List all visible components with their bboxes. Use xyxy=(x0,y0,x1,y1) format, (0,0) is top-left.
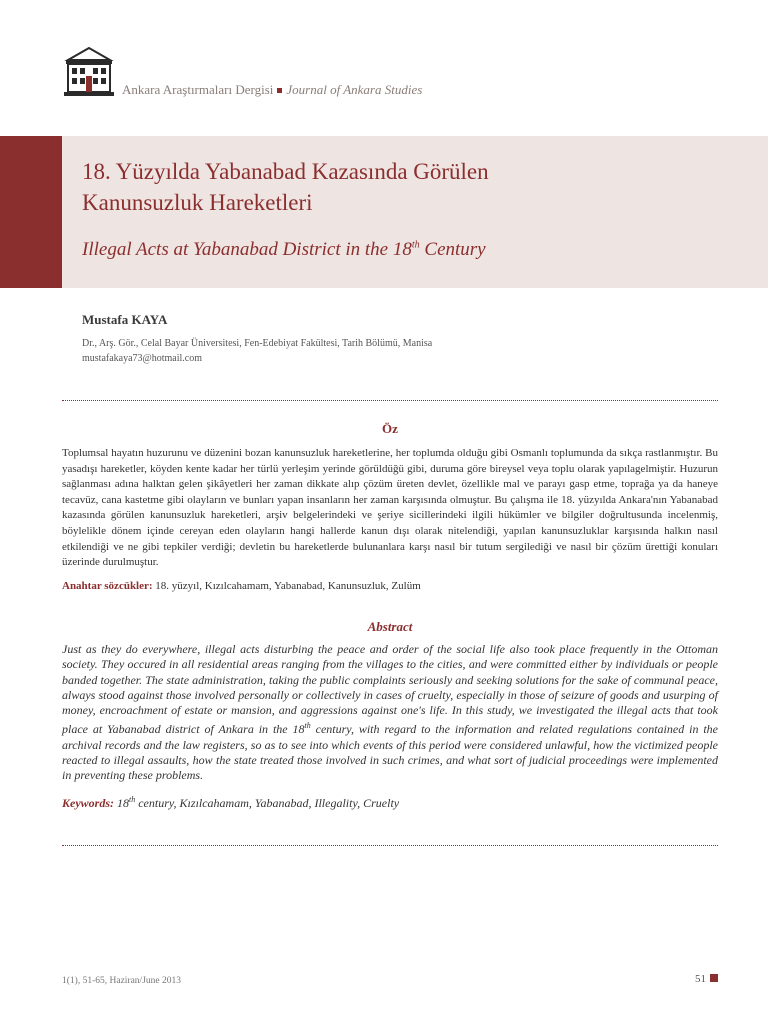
author-email[interactable]: mustafakaya73@hotmail.com xyxy=(82,353,203,364)
citation: 1(1), 51-65, Haziran/June 2013 xyxy=(62,976,181,986)
page-marker-square xyxy=(710,974,718,982)
keywords-en xyxy=(62,795,399,811)
journal-name-tr: Ankara Araştırmaları Dergisi xyxy=(122,82,274,97)
journal-name xyxy=(122,82,422,98)
page-number-block xyxy=(695,973,718,985)
abstract-text-post: century, with regard to the information and related regulations contained in the archival records and the law registers, so as to see into which events of this period were considered unlawful, how the victimized people reacted to illegal assaults, how the state treated those involved in such crimes, and what sort of judicial proceedings were implemented in preventing these problems. xyxy=(62,722,718,783)
abstract-text-pre: Just as they do everywhere, illegal acts disturbing the peace and order of the social life also took place frequently in the Ottoman society. They occured in all residential areas ranging from the villages to the cities, and were committed either by individuals or people banded together. The state administration, taking the public complaints seriously and seeking solutions for the sake of communal peace, always stood against those involved personally or collectively in cases of cruelty, especially in those of seizure of goods and usurping of money, encroachment of estate or mansion, and aggressions against one's life. In this study, we investigated the illegal acts that took place at Yabanabad district of Ankara in the 18 xyxy=(62,642,718,737)
title-band xyxy=(0,136,768,288)
page-number: 51 xyxy=(695,973,706,985)
article-title-tr-line1: 18. Yüzyılda Yabanabad Kazasında Görülen xyxy=(82,159,489,184)
keywords-tr-list: 18. yüzyıl, Kızılcahamam, Yabanabad, Kanunsuzluk, Zulüm xyxy=(152,580,421,592)
keywords-en-label: Keywords: xyxy=(62,796,114,810)
keywords-en-sup: th xyxy=(129,795,136,804)
author-affiliation: Dr., Arş. Gör., Celal Bayar Üniversitesi, Fen-Edebiyat Fakültesi, Tarih Bölümü, Manisa xyxy=(82,338,433,349)
article-title-en xyxy=(82,239,722,261)
oz-text: Toplumsal hayatın huzurunu ve düzenini bozan kanunsuzluk hareketlerine, her toplumda olduğu gibi Osmanlı toplumunda da sıkça rastlanmıştır. Bu yasadışı hareketler, köyden kente kadar her türlü yerleşim yerinde görüldüğü gibi, duruma göre bireysel veya toplu olarak yapılagelmiştir. Huzurun sağlanması adına halktan gelen şikâyetleri her zaman dikkate alıp çözüm üreten devlet, özellikle mal ve parayı gasp etme, toprağa ya da haneye tecavüz, cana kastetme gibi olayların ve bunları yapan insanların her zaman karşısında olmuştur. Bu çalışma ile 18. yüzyılda Ankara'nın Yabanabad kazasında görülen kanunsuzluk hareketleri, arşiv belgelerindeki ve şeriye sicillerindeki ilgili hükümler ve bilgiler doğrultusunda incelenmiş, böylelikle dönem içinde cereyan eden olayların hangi hallerde kanun dışı olarak nitelendiği, yapılan kanunsuzluklar karşısında halkın nasıl etkilendiği ve ne gibi tepkiler verdiği; devletin bu hareketlerde bulunanlara karşı nasıl bir tutum sergilediği ve nasıl bir çözüm ürettiği konuları üzerinde durulmuştur. xyxy=(62,447,718,569)
journal-name-en: Journal of Ankara Studies xyxy=(286,82,423,97)
article-title-tr-line2: Kanunsuzluk Hareketleri xyxy=(82,190,313,215)
article-title-en-post: Century xyxy=(419,239,486,260)
abstract-text-sup: th xyxy=(304,721,311,731)
title-accent-bar xyxy=(0,136,62,288)
divider-top xyxy=(62,400,718,401)
article-title-en-sup: th xyxy=(411,239,420,251)
keywords-en-pre: 18 xyxy=(114,796,129,810)
author-name: Mustafa KAYA xyxy=(82,312,168,327)
article-title-tr xyxy=(82,156,722,218)
keywords-en-post: century, Kızılcahamam, Yabanabad, Illegality, Cruelty xyxy=(135,796,400,810)
divider-bottom xyxy=(62,845,718,846)
keywords-tr-label: Anahtar sözcükler: xyxy=(62,580,153,592)
keywords-tr xyxy=(62,580,421,592)
article-title-en-pre: Illegal Acts at Yabanabad District in the 18 xyxy=(82,239,412,260)
author-affiliation-block xyxy=(82,336,432,366)
abstract-heading: Abstract xyxy=(367,619,413,634)
oz-heading: Öz xyxy=(382,421,398,436)
separator-square xyxy=(277,88,282,93)
abstract-text xyxy=(62,642,718,784)
building-icon xyxy=(62,46,116,98)
